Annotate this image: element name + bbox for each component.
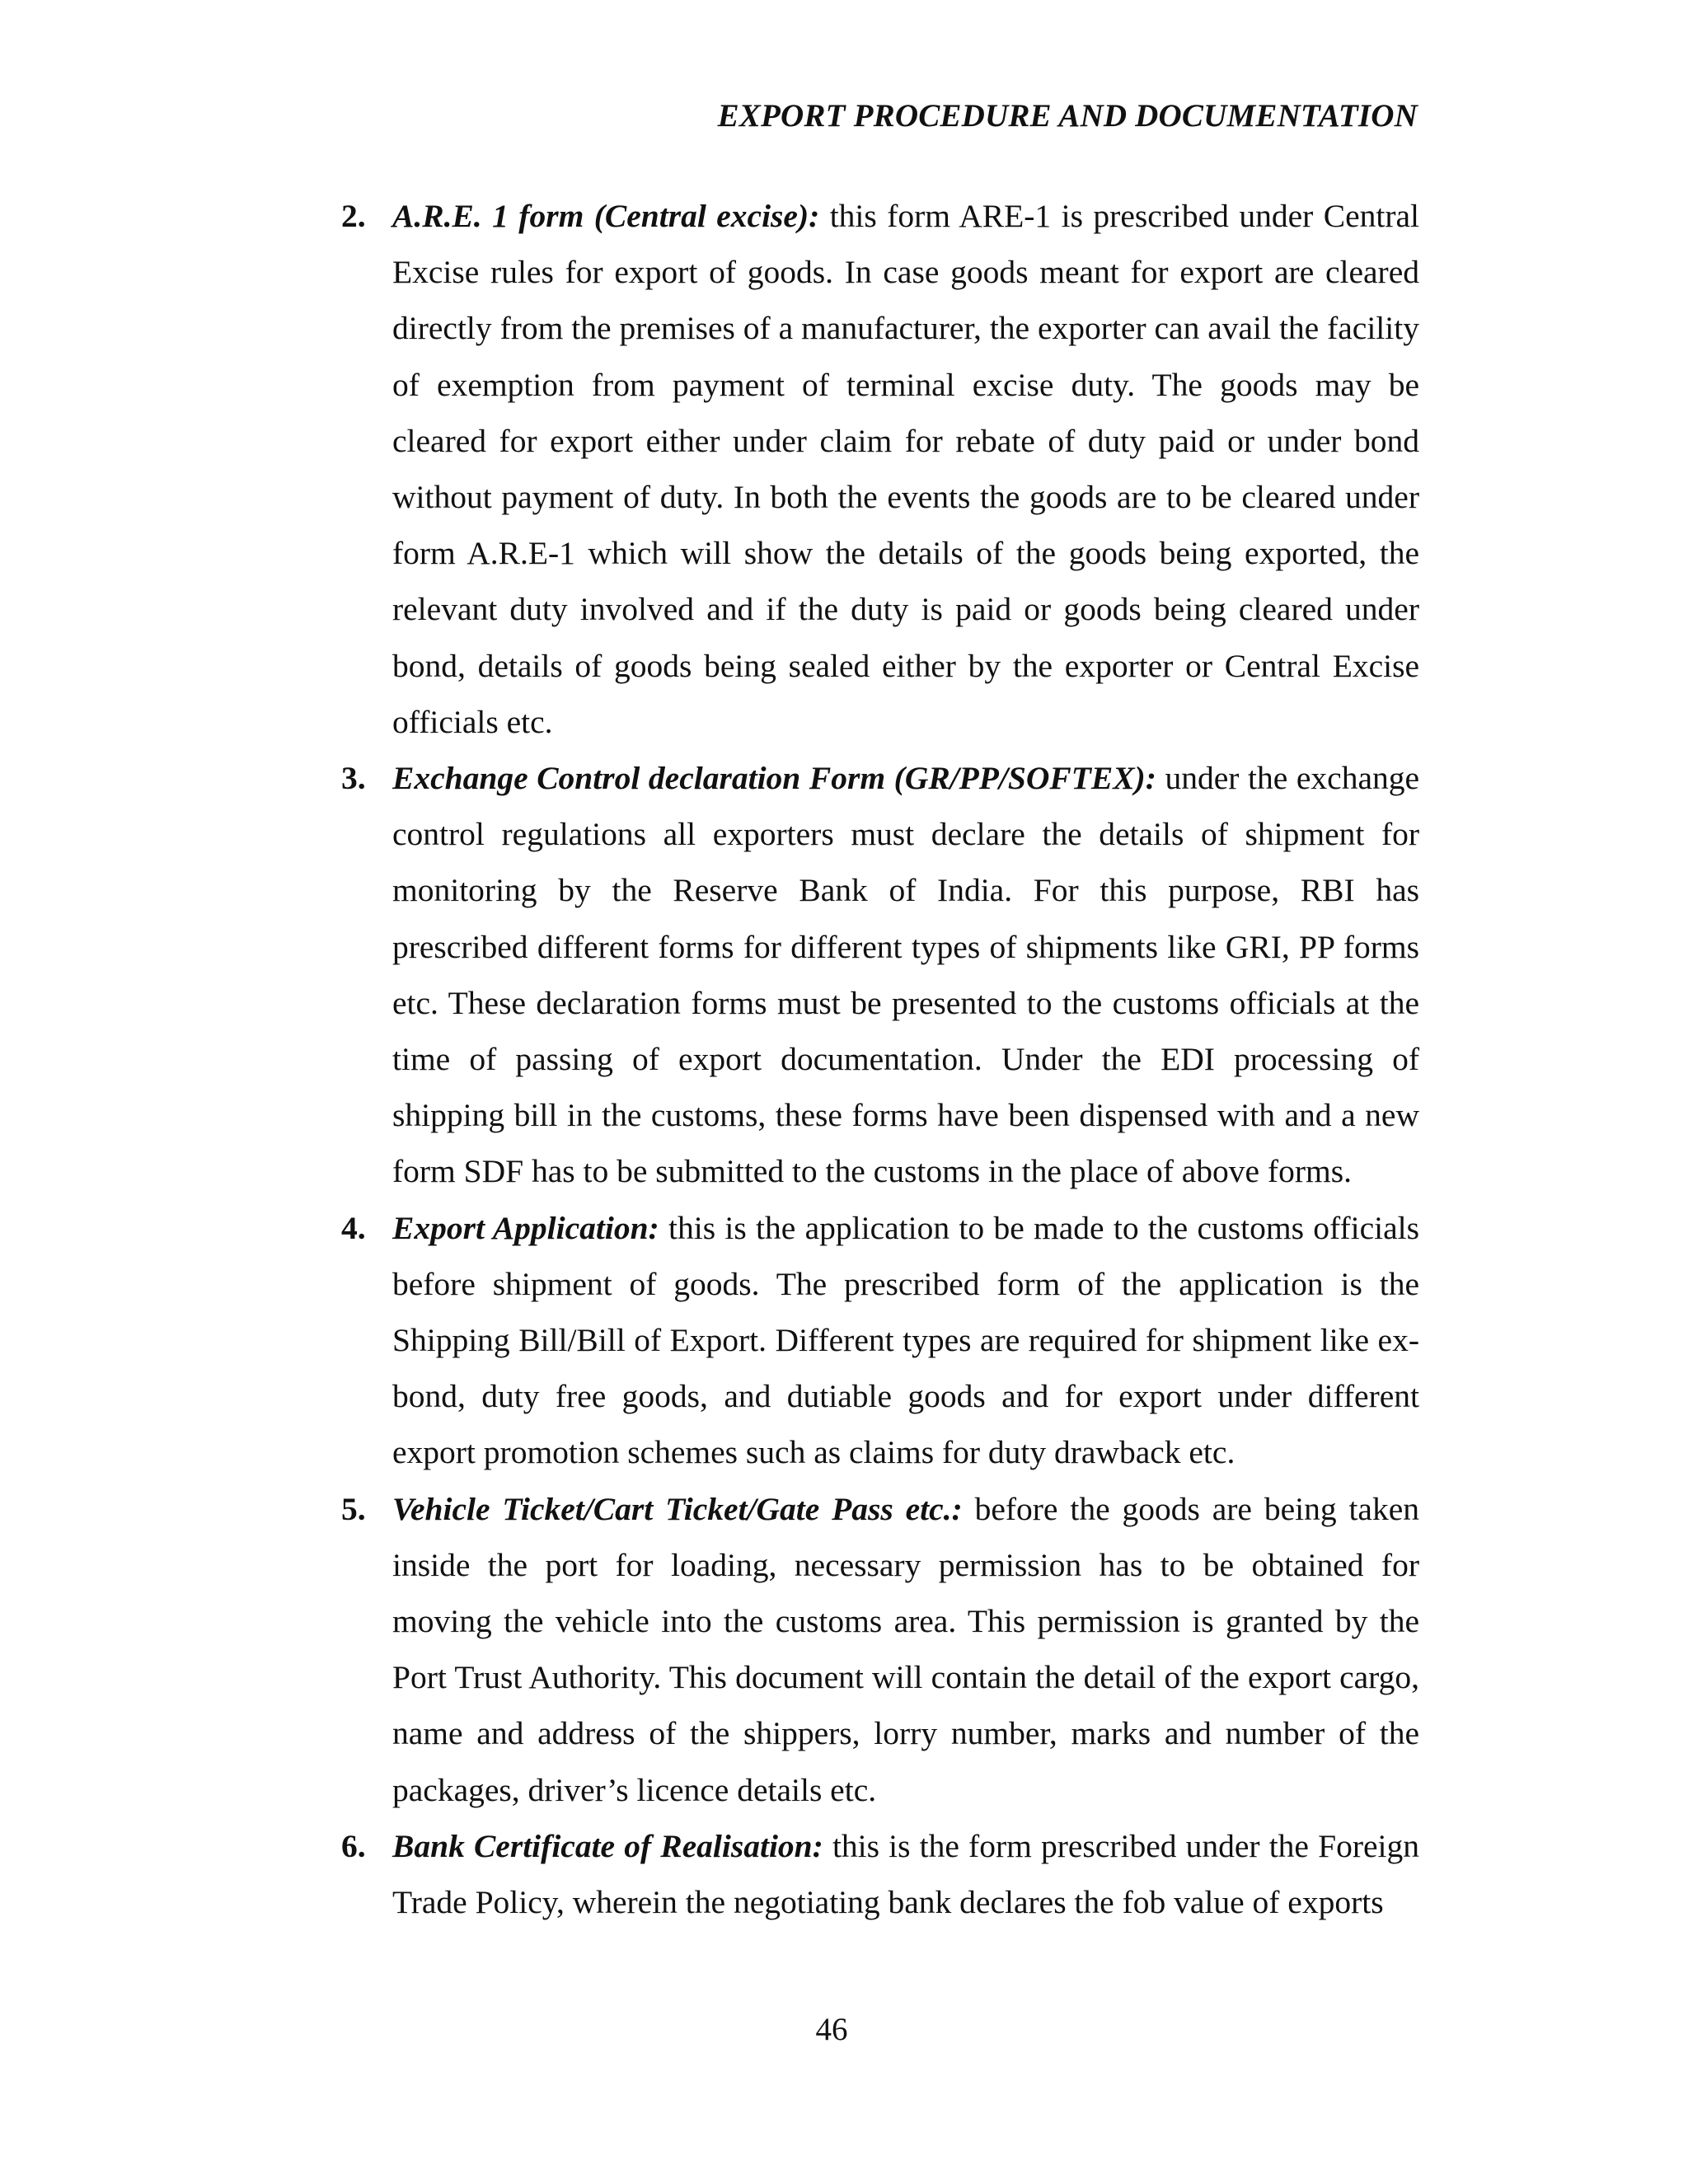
item-text: before the goods are being taken inside the port for loading, necessary permission has to be obtained for moving the vehicle into the customs area. This permission is granted by the Port Trust Authority. This document will contain the detail of the export cargo, name and address of the shippers, lorry number, marks and number of the packages, driver’s licence details etc. [392,1490,1419,1808]
item-number: 4. [341,1209,366,1246]
item-term: Vehicle Ticket/Cart Ticket/Gate Pass etc.: [392,1490,963,1527]
item-term: A.R.E. 1 form (Central excise): [392,198,820,234]
item-text: this form ARE-1 is prescribed under Central Excise rules for export of goods. In case goods meant for export are cleared directly from the premises of a manufacturer, the exporter can avail the facility of exemption from payment of terminal excise duty. The goods may be cleared for export either under claim for rebate of duty paid or under bond without payment of duty. In both the events the goods are to be cleared under form A.R.E-1 which will show the details of the goods being exported, the relevant duty involved and if the duty is paid or goods being cleared under bond, details of goods being sealed either by the exporter or Central Excise officials etc. [392,198,1419,740]
running-header: EXPORT PROCEDURE AND DOCUMENTATION [717,98,1418,134]
page-number: 46 [815,2012,848,2047]
item-text: this is the application to be made to the customs officials before shipment of goods. The prescribed form of the application is the Shipping Bill/Bill of Export. Different types are required for shipment like ex-bond, duty free goods, and dutiable goods and for export under different export promotion schemes such as claims for duty drawback etc. [392,1209,1419,1471]
item-number: 3. [341,760,366,797]
list-item [341,1818,1419,1930]
list-item [341,188,1419,750]
numbered-list [341,188,1419,1930]
item-text: this is the form prescribed under the Foreign Trade Policy, wherein the negotiating bank declares the fob value of exports [392,1827,1419,1921]
list-item [341,1200,1419,1481]
item-number: 2. [341,198,366,234]
item-term: Bank Certificate of Realisation: [392,1827,823,1864]
list-item [341,750,1419,1200]
item-term: Export Application: [392,1209,659,1246]
item-text: under the exchange control regulations all exporters must declare the details of shipment for monitoring by the Reserve Bank of India. For this purpose, RBI has prescribed different forms for different types of shipments like GRI, PP forms etc. These declaration forms must be presented to the customs officials at the time of passing of export documentation. Under the EDI processing of shipping bill in the customs, these forms have been dispensed with and a new form SDF has to be submitted to the customs in the place of above forms. [392,760,1420,1190]
item-number: 6. [341,1827,366,1864]
list-item [341,1481,1419,1818]
item-number: 5. [341,1490,366,1527]
item-term: Exchange Control declaration Form (GR/PP/SOFTEX): [392,760,1156,797]
